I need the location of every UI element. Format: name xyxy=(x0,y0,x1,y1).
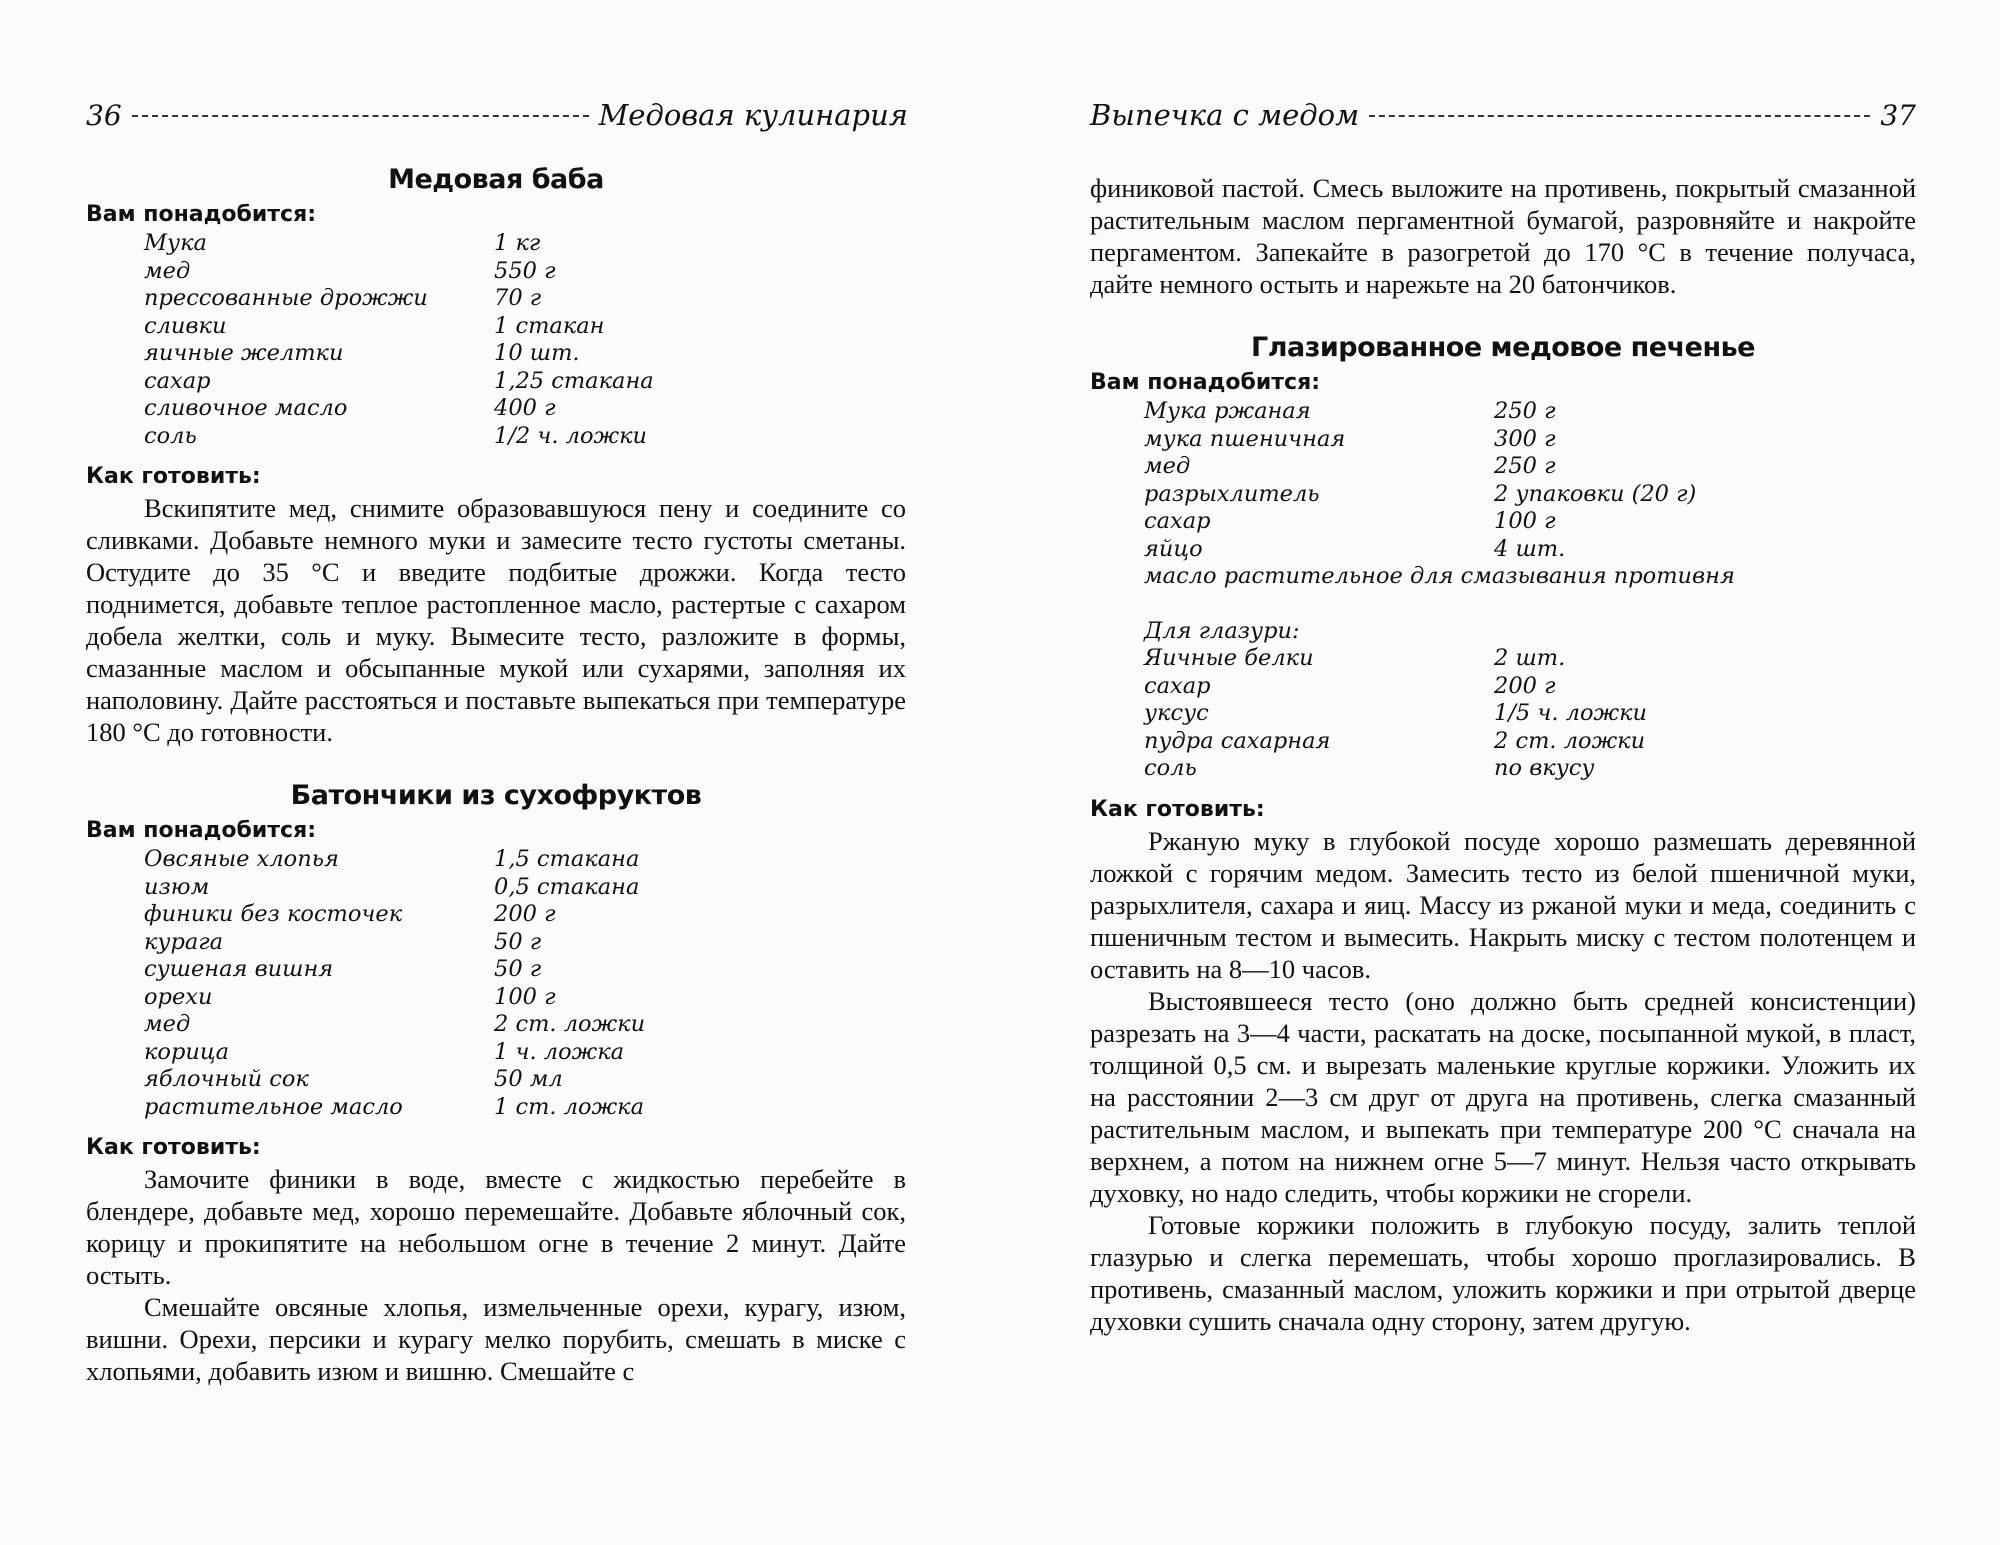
ingredient-name: яйцо xyxy=(1144,535,1203,562)
ingredient-qty: 2 ст. ложки xyxy=(494,1011,646,1037)
ingredient-qty: 4 шт. xyxy=(1494,535,1566,562)
ingredient-row xyxy=(144,901,645,929)
ingredient-qty: 1 стакан xyxy=(494,312,605,339)
ingredient-qty: 1 ст. ложка xyxy=(494,1093,645,1120)
ingredient-qty: 100 г xyxy=(1494,508,1556,534)
ingredient-qty: 50 г xyxy=(494,956,542,982)
running-title-left: Медовая кулинария xyxy=(598,98,908,132)
ingredient-qty: 50 мл xyxy=(494,1066,563,1092)
method-paragraph: Выстоявшееся тесто (оно должно быть средней консистенции) разрезать на 3—4 части, раскатать на доске, посыпанной мукой, в пласт, толщиной 0,5 см. и вырезать маленькие круглые коржики. Уложить их на расстоянии 2—3 см друг от друга на противень, слегка смазанный растительным маслом, и выпекать при температуре 200 °С сначала на верхнем, а потом на нижнем огне 5—7 минут. Нельзя часто открывать духовку, но надо следить, чтобы коржики не сгорели. xyxy=(1090,985,1916,1208)
ingredient-row xyxy=(144,874,645,902)
running-header-right xyxy=(1090,98,1916,132)
ingredient-name: соль xyxy=(1144,755,1197,781)
page-number-right: 37 xyxy=(1880,99,1916,132)
ingredient-row xyxy=(1144,673,1735,701)
ingredient-qty: 1 ч. ложка xyxy=(494,1038,625,1065)
ingredient-qty: 300 г xyxy=(1494,425,1556,452)
ingredient-qty: 10 шт. xyxy=(494,340,580,366)
ingredient-name: соль xyxy=(144,422,197,449)
ingredient-name: сахар xyxy=(1144,672,1211,699)
ingredient-qty: 1,25 стакана xyxy=(494,367,654,394)
ingredient-row xyxy=(144,230,654,258)
ingredient-row xyxy=(1144,645,1735,673)
running-header-left xyxy=(86,98,908,132)
header-rule xyxy=(132,115,589,117)
method-label: Как готовить: xyxy=(86,464,261,489)
ingredient-qty: по вкусу xyxy=(1494,755,1595,781)
ingredient-row xyxy=(144,984,645,1012)
ingredient-row xyxy=(1144,700,1735,728)
method-label: Как готовить: xyxy=(1090,796,1265,822)
ingredient-row xyxy=(144,285,654,313)
running-title-right: Выпечка с медом xyxy=(1090,98,1360,132)
ingredient-name: мука пшеничная xyxy=(1144,425,1346,452)
ingredient-name: курага xyxy=(144,928,224,955)
ingredient-qty: 250 г xyxy=(1494,398,1556,424)
ingredients-table xyxy=(144,230,654,450)
method-paragraph: Готовые коржики положить в глубокую посуду, залить теплой глазурью и слегка перемешать, чтобы хорошо проглазировались. В противень, смазанный маслом, уложить коржики и при отрытой дверце духовки сушить сначала одну сторону, затем другую. xyxy=(1090,1209,1916,1336)
ingredient-qty: 70 г xyxy=(494,285,542,311)
ingredient-name: мед xyxy=(144,257,191,284)
method-paragraph: Замочите финики в воде, вместе с жидкостью перебейте в блендере, добавьте мед, хорошо перемешайте. Добавьте яблочный сок, корицу и прокипятите на небольшом огне в течение 2 минут. Дайте остыть. xyxy=(86,1164,906,1290)
recipe-title: Медовая баба xyxy=(388,164,604,195)
ingredient-qty: 400 г xyxy=(494,395,556,421)
ingredients-label: Вам понадобится: xyxy=(1090,370,1320,395)
ingredient-row xyxy=(144,258,654,286)
ingredient-name: корица xyxy=(144,1038,229,1065)
ingredient-name: орехи xyxy=(144,983,213,1010)
ingredient-row xyxy=(144,956,645,984)
ingredient-row xyxy=(1144,453,1735,481)
ingredient-name: Яичные белки xyxy=(1144,645,1314,671)
ingredients-table xyxy=(1144,398,1735,783)
ingredient-qty: 1/2 ч. ложки xyxy=(494,422,648,449)
ingredient-qty: 0,5 стакана xyxy=(494,873,640,900)
ingredient-row xyxy=(144,368,654,396)
ingredient-name: Мука xyxy=(144,230,207,256)
ingredient-name: разрыхлитель xyxy=(1144,480,1320,507)
ingredient-name: изюм xyxy=(144,873,210,900)
recipe-title: Глазированное медовое печенье xyxy=(1251,332,1755,363)
method-paragraph: Вскипятите мед, снимите образовавшуюся пену и соедините со сливками. Добавьте немного муки и замесите тесто густоты сметаны. Остудите до 35 °С и введите подбитые дрожжи. Когда тесто поднимется, добавьте теплое растопленное масло, растертые с сахаром добела желтки, соль и муку. Вымесите тесто, разложите в формы, смазанные маслом и обсыпанные мукой или сухарями, заполняя их наполовину. Дайте расстояться и поставьте выпекаться при температуре 180 °С до готовности. xyxy=(86,493,906,747)
method-paragraph: Смешайте овсяные хлопья, измельченные орехи, курагу, изюм, вишни. Орехи, персики и курагу мелко порубить, смешать в миске с хлопьями, добавить изюм и вишню. Смешайте с xyxy=(86,1292,906,1386)
ingredient-qty: 2 упаковки (20 г) xyxy=(1494,480,1697,507)
ingredient-row xyxy=(144,929,645,957)
ingredient-qty: 100 г xyxy=(494,983,556,1010)
ingredient-name: сливочное масло xyxy=(144,395,348,421)
ingredient-row xyxy=(144,1094,645,1122)
ingredient-name: растительное масло xyxy=(144,1093,403,1120)
ingredient-name: мед xyxy=(144,1011,191,1037)
ingredient-row xyxy=(144,1011,645,1039)
ingredient-qty: 250 г xyxy=(1494,453,1556,479)
header-rule xyxy=(1369,115,1870,117)
recipe-title: Батончики из сухофруктов xyxy=(290,780,702,811)
ingredient-qty: 550 г xyxy=(494,257,556,284)
ingredient-name: пудра сахарная xyxy=(1144,727,1331,754)
ingredient-row xyxy=(1144,426,1735,454)
ingredient-row xyxy=(144,846,645,874)
ingredient-qty: 50 г xyxy=(494,928,542,955)
ingredient-qty: 1/5 ч. ложки xyxy=(1494,700,1648,726)
ingredient-qty: 200 г xyxy=(494,901,556,927)
continuation-paragraph: финиковой пастой. Смесь выложите на противень, покрытый смазанной растительным маслом пергаментной бумагой, разровняйте и накройте пергаментом. Запекайте в разогретой до 170 °С в течение получаса, дайте немного остыть и нарежьте на 20 батончиков. xyxy=(1090,173,1916,299)
ingredient-row xyxy=(144,1066,645,1094)
ingredient-qty: 1 кг xyxy=(494,230,541,256)
ingredient-name: сушеная вишня xyxy=(144,956,334,982)
ingredient-name: уксус xyxy=(1144,700,1209,726)
ingredient-row xyxy=(1144,508,1735,536)
ingredient-qty: 1,5 стакана xyxy=(494,846,640,872)
ingredients-table xyxy=(144,846,645,1121)
ingredient-name: сливки xyxy=(144,312,227,339)
ingredient-row xyxy=(1144,563,1735,591)
ingredient-row xyxy=(144,1039,645,1067)
ingredient-name: мед xyxy=(1144,453,1191,479)
ingredient-row xyxy=(144,313,654,341)
ingredient-name: финики без косточек xyxy=(144,901,403,927)
ingredient-row xyxy=(144,423,654,451)
ingredient-extra: масло растительное для смазывания противня xyxy=(1144,563,1735,589)
ingredients-label: Вам понадобится: xyxy=(86,818,316,843)
page-number-left: 36 xyxy=(86,99,122,132)
ingredient-name: прессованные дрожжи xyxy=(144,285,428,311)
right-page xyxy=(1000,0,2000,1545)
ingredient-name: Овсяные хлопья xyxy=(144,846,339,872)
method-paragraph: Ржаную муку в глубокой посуде хорошо размешать деревянной ложкой с горячим медом. Замесить тесто из белой пшеничной муки, разрыхлителя, сахара и яиц. Массу из ржаной муки и меда, соединить с пшеничным тестом и вымесить. Накрыть миску с тестом полотенцем и оставить на 8—10 часов. xyxy=(1090,825,1916,984)
ingredient-qty: 2 шт. xyxy=(1494,645,1566,671)
ingredient-row xyxy=(1144,536,1735,564)
glaze-label-row xyxy=(1144,618,1735,646)
ingredient-row xyxy=(144,395,654,423)
ingredient-row xyxy=(1144,398,1735,426)
ingredient-name: яичные желтки xyxy=(144,340,344,366)
right-column xyxy=(1090,172,1916,1337)
ingredient-name: яблочный сок xyxy=(144,1066,309,1092)
glaze-label: Для глазури: xyxy=(1144,617,1300,644)
ingredient-qty: 200 г xyxy=(1494,672,1556,699)
ingredients-label: Вам понадобится: xyxy=(86,202,316,227)
ingredient-name: сахар xyxy=(144,367,211,394)
method-label: Как готовить: xyxy=(86,1135,261,1160)
ingredient-name: Мука ржаная xyxy=(1144,398,1311,424)
ingredient-qty: 2 ст. ложки xyxy=(1494,727,1646,754)
ingredient-row xyxy=(1144,481,1735,509)
left-column xyxy=(86,160,906,1387)
ingredient-row xyxy=(1144,755,1735,783)
ingredient-row xyxy=(1144,728,1735,756)
ingredient-name: сахар xyxy=(1144,508,1211,534)
ingredient-row xyxy=(144,340,654,368)
